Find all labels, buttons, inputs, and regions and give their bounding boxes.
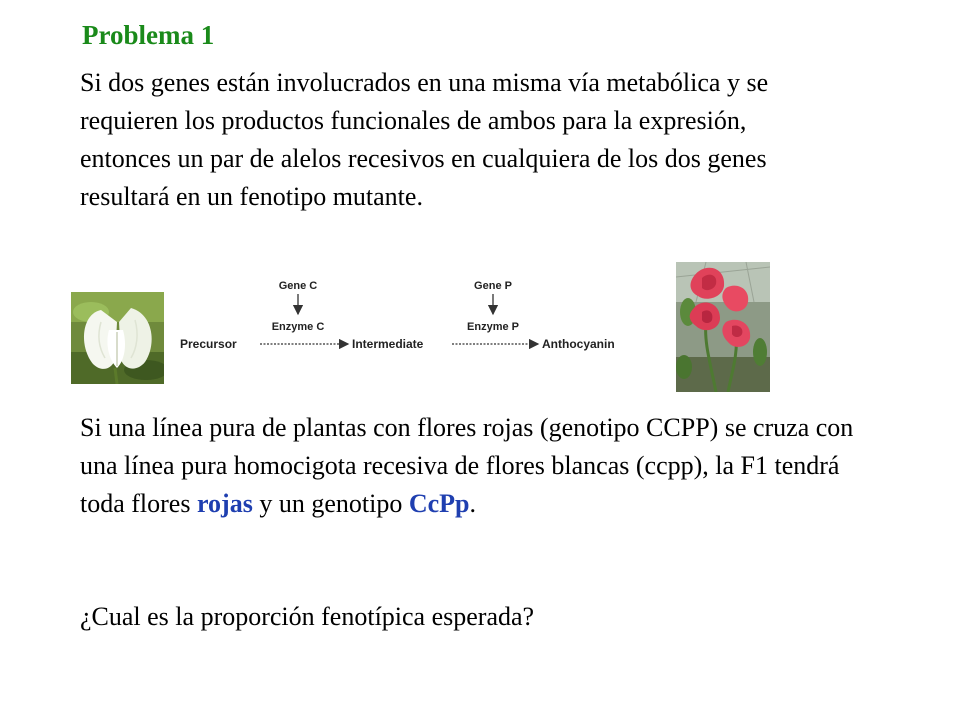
highlight-phenotype: rojas xyxy=(196,489,253,518)
intermediate-label: Intermediate xyxy=(352,337,424,351)
enzyme-c-label: Enzyme C xyxy=(271,321,325,333)
question-text: ¿Cual es la proporción fenotípica esperada? xyxy=(80,602,535,631)
metabolic-pathway-diagram xyxy=(176,268,646,363)
highlight-genotype: CcPp xyxy=(408,489,470,518)
white-flower-image xyxy=(71,292,164,384)
cross-text-part2: y un genotipo xyxy=(252,489,409,518)
enzyme-p-label: Enzyme P xyxy=(467,321,519,333)
intro-paragraph: Si dos genes están involucrados en una misma vía metabólica y se requieren los productos funcionales de ambos para la expresión, entonces un par de alelos recesivos en cualquiera de los dos genes resultará en un fenotipo mutante. xyxy=(80,68,769,211)
cross-text-part3: . xyxy=(469,489,476,518)
cross-text-part1: Si una línea pura de plantas con flores rojas (genotipo CCPP) se cruza con una línea pura homocigota recesiva de flores blancas (ccpp), la F1 tendrá toda flores xyxy=(80,413,854,518)
page-title: Problema 1 xyxy=(82,20,215,50)
cross-paragraph xyxy=(80,409,860,523)
precursor-label: Precursor xyxy=(180,337,237,351)
gene-p-label: Gene P xyxy=(474,280,512,292)
red-flower-image xyxy=(676,262,770,392)
anthocyanin-label: Anthocyanin xyxy=(542,337,615,351)
gene-c-label: Gene C xyxy=(278,280,318,292)
